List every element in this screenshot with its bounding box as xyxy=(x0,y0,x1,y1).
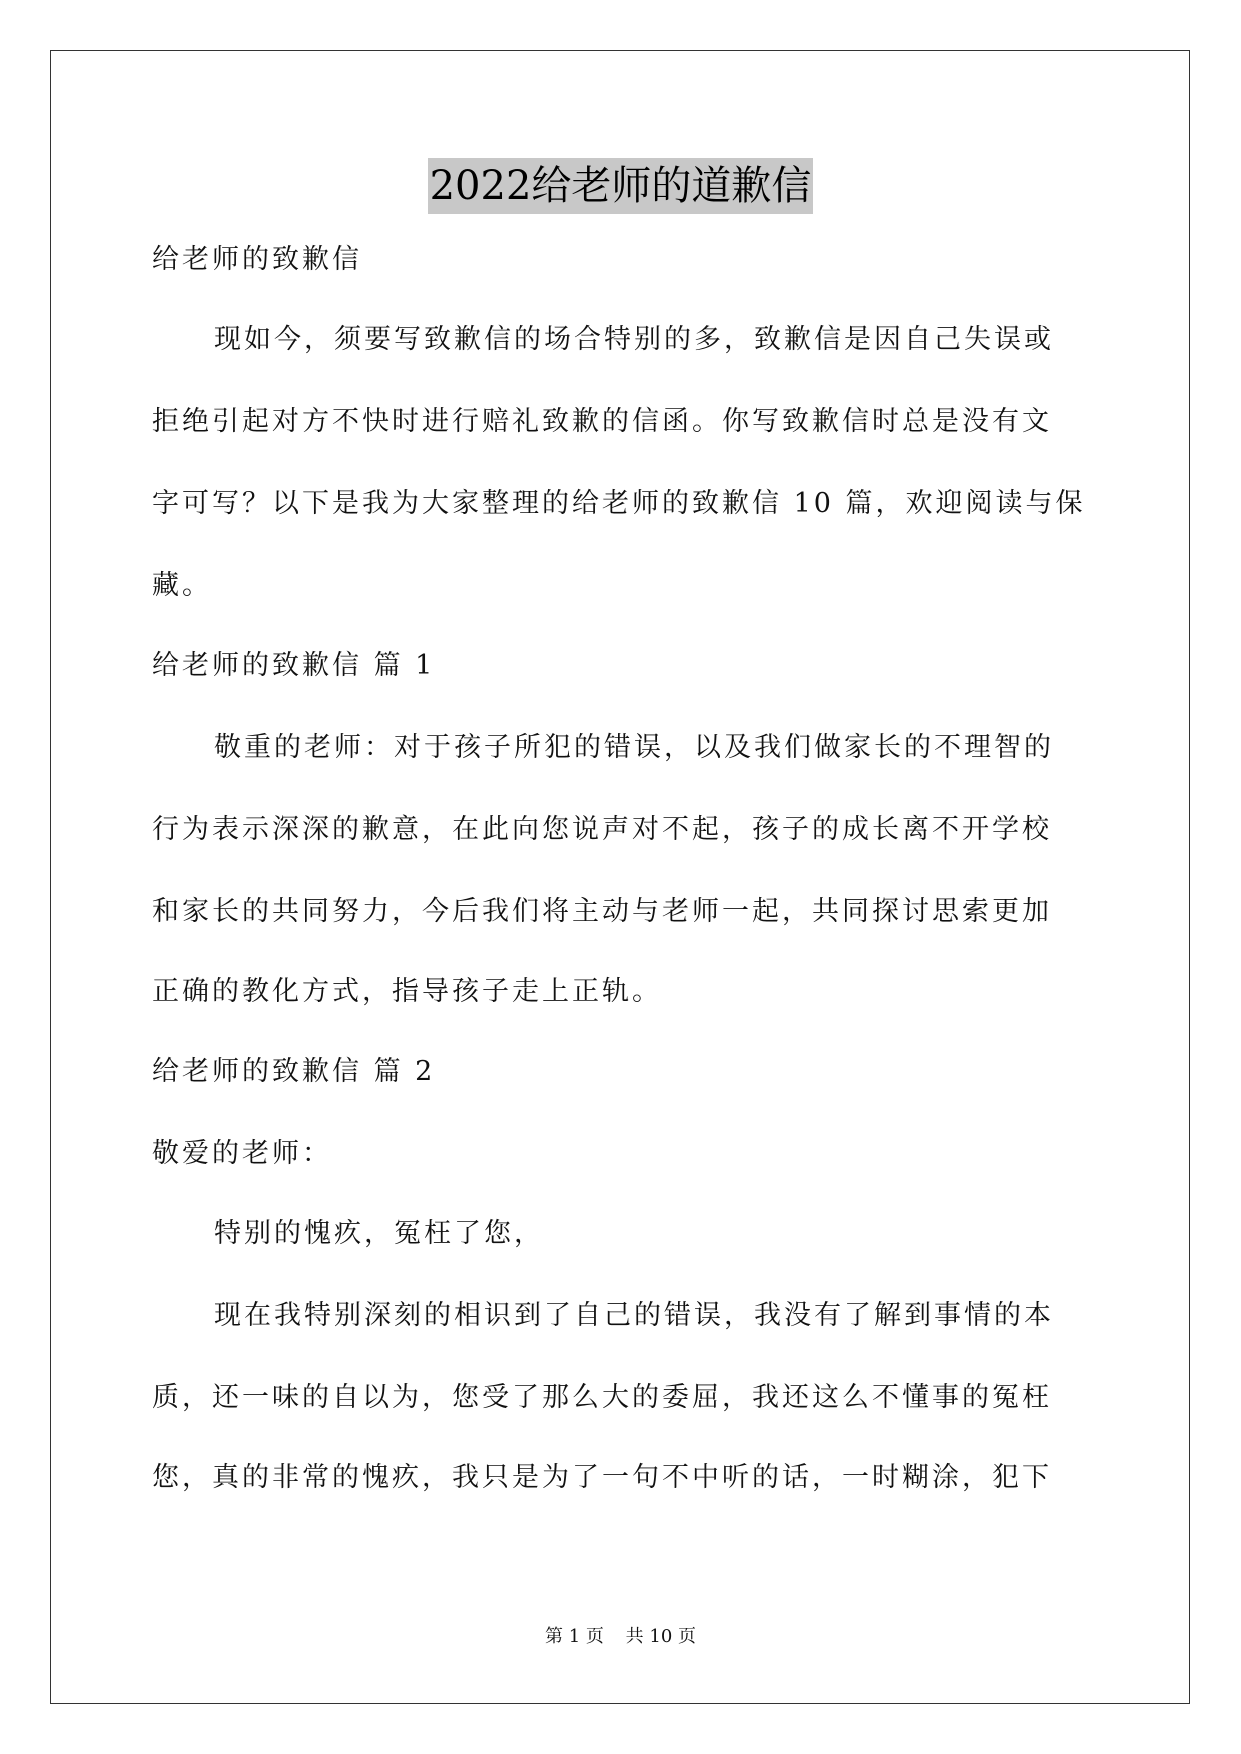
paragraph-line: 和家长的共同努力，今后我们将主动与老师一起，共同探讨思索更加 xyxy=(152,896,1052,927)
page-total: 共 10 页 xyxy=(625,1626,696,1647)
paragraph-line: 现在我特别深刻的相识到了自己的错误，我没有了解到事情的本 xyxy=(214,1300,1054,1331)
paragraph-line: 敬重的老师：对于孩子所犯的错误，以及我们做家长的不理智的 xyxy=(214,732,1054,763)
paragraph-line: 质，还一味的自以为，您受了那么大的委屈，我还这么不懂事的冤枉 xyxy=(152,1382,1052,1413)
page-number: 第 1 页 xyxy=(545,1626,604,1647)
paragraph-line: 拒绝引起对方不快时进行赔礼致歉的信函。你写致歉信时总是没有文 xyxy=(152,406,1052,437)
paragraph-line: 行为表示深深的歉意，在此向您说声对不起，孩子的成长离不开学校 xyxy=(152,814,1052,845)
paragraph-line: 现如今，须要写致歉信的场合特别的多，致歉信是因自己失误或 xyxy=(214,324,1054,355)
paragraph-line: 藏。 xyxy=(152,570,212,601)
paragraph-line: 正确的教化方式，指导孩子走上正轨。 xyxy=(152,976,662,1007)
title-container xyxy=(0,158,1241,214)
paragraph-line: 特别的愧疚，冤枉了您， xyxy=(214,1218,544,1249)
section-heading: 给老师的致歉信 篇 2 xyxy=(152,1056,436,1087)
document-title: 2022给老师的道歉信 xyxy=(428,158,814,214)
section-heading: 给老师的致歉信 篇 1 xyxy=(152,650,436,681)
paragraph-line: 给老师的致歉信 xyxy=(152,244,362,275)
paragraph-line: 字可写？以下是我为大家整理的给老师的致歉信 10 篇，欢迎阅读与保 xyxy=(152,488,1086,519)
page-footer xyxy=(0,1625,1241,1649)
salutation: 敬爱的老师： xyxy=(152,1138,332,1169)
page-border xyxy=(50,50,1190,1704)
paragraph-line: 您，真的非常的愧疚，我只是为了一句不中听的话，一时糊涂，犯下 xyxy=(152,1462,1052,1493)
